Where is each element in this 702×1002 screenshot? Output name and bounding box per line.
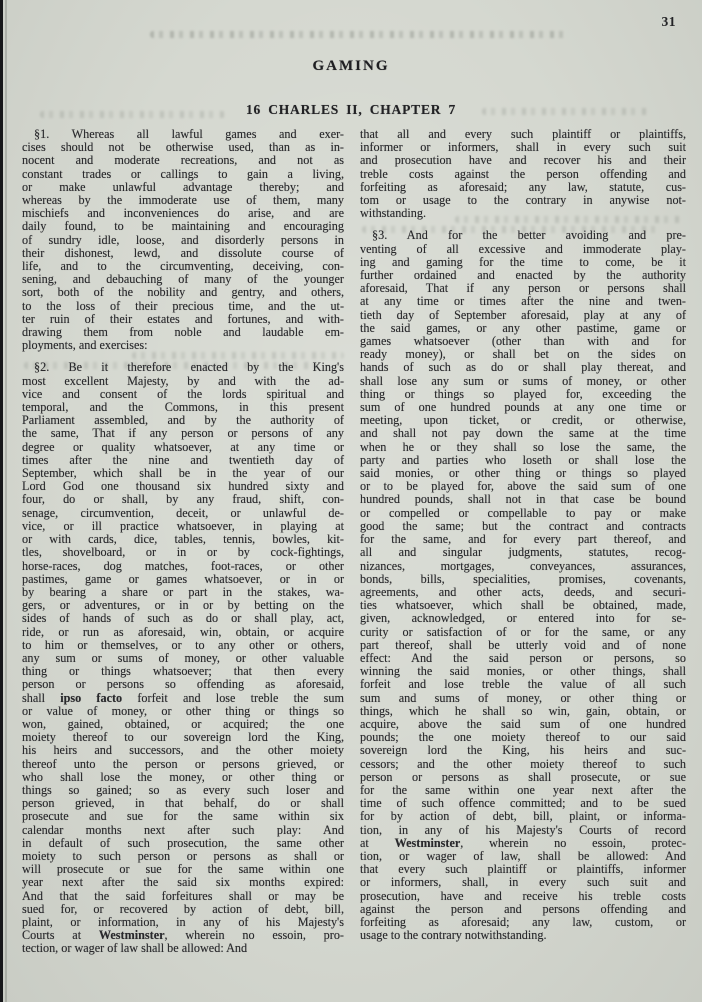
text-line: venting of all excessive and immoderate play-: [360, 241, 686, 256]
text-line: year next after the said six months expired:: [22, 875, 344, 890]
text-line: or informers, shall, in every such suit and: [360, 875, 686, 890]
text-line: cises should not be otherwise used, than as in-: [22, 140, 344, 155]
text-line: winning the said monies, or other things, shall: [360, 664, 686, 679]
text-line: ready money), or shall bet on the sides on: [360, 347, 686, 362]
text-line: tion, in any of his Majesty's Courts of record: [360, 822, 686, 837]
text-line: who shall lose the money, or other thing or: [22, 769, 344, 784]
text-line: person or persons so offending as aforesaid,: [22, 677, 344, 692]
text-line: time of such offence committed; and to be sued: [360, 796, 686, 811]
text-line: when he or they shall so lose the same, the: [360, 439, 686, 454]
text-line: Courts at Westminster, wherein no essoin, pro-: [22, 928, 344, 943]
text-line: cessors; and the other moiety thereof to such: [360, 756, 686, 771]
statute-paragraph: [360, 229, 686, 942]
text-column-left: [22, 128, 344, 956]
text-line: nizances, mortgages, conveyances, assurances,: [360, 558, 686, 573]
text-line: temporal, and the Commons, in this present: [22, 400, 344, 415]
text-line: agreements, and other acts, deeds, and securi-: [360, 584, 686, 599]
text-line: calendar months next after such play: And: [22, 822, 344, 837]
text-line: of sundry idle, loose, and disorderly persons in: [22, 232, 344, 247]
text-line: their dishonest, lewd, and dissolute course of: [22, 245, 344, 260]
text-line: ter ruin of their estates and fortunes, and with-: [22, 311, 344, 326]
chapter-heading: 16 CHARLES II, CHAPTER 7: [245, 102, 457, 117]
text-line: tion, or wager of law, shall be allowed: And: [360, 848, 686, 863]
text-line: thereof unto the person or persons grieved, or: [22, 756, 344, 771]
text-line: ride, or run as aforesaid, win, obtain, or acquire: [22, 624, 344, 639]
text-line: treble costs against the person offending and: [360, 166, 686, 181]
text-line: said monies, or other thing or things so played: [360, 466, 686, 481]
text-line: life, and to the circumventing, deceiving, con-: [22, 259, 344, 274]
text-line: sort, both of the nobility and gentry, and others,: [22, 285, 344, 300]
text-line: will prosecute or sue for the same within one: [22, 862, 344, 877]
text-line: sued for, or recovered by action of debt, bill,: [22, 901, 344, 916]
text-line: tles, shovelboard, or in or by cock-fightings,: [22, 545, 344, 560]
text-column-right: [360, 128, 686, 942]
text-line: good the same; but the contract and contracts: [360, 518, 686, 533]
text-line: to him or themselves, or to any other or others,: [22, 637, 344, 652]
text-line: plaint, or information, in any of his Majesty's: [22, 914, 344, 929]
text-line: the same, That if any person or persons of any: [22, 426, 344, 441]
text-line: that every such plaintiff or plaintiffs, informer: [360, 862, 686, 877]
text-line: at Westminster, wherein no essoin, protec-: [360, 835, 687, 850]
scan-edge-shadow: [5, 0, 7, 1002]
text-line: aforesaid, That if any person or persons shall: [360, 281, 686, 296]
text-line: meeting, upon ticket, or credit, or otherwise,: [360, 413, 686, 428]
text-line: party and parties who loseth or shall lose the: [360, 452, 686, 467]
text-line: in default of such prosecution, the same other: [22, 835, 344, 850]
text-line: all and singular judgments, statutes, recog-: [360, 545, 686, 560]
text-line: forfeiting as aforesaid; any law, custom, or: [360, 914, 686, 929]
text-line: horse-races, dog matches, foot-races, or other: [22, 558, 344, 573]
text-line: §2. Be it therefore enacted by the King's: [34, 360, 344, 375]
text-line: sides of hands of such as do or shall play, act,: [22, 611, 344, 626]
statute-body: [22, 128, 686, 956]
text-line: tieth day of September aforesaid, play at any of: [360, 307, 686, 322]
text-line: tection, or wager of law shall be allowed: And: [22, 941, 248, 956]
text-line: mischiefs and inconveniences do arise, and are: [22, 206, 344, 221]
text-line: and prosecution have and recover his and their: [360, 153, 686, 168]
text-line: ing and gaming for the time to come, be it: [360, 254, 686, 269]
text-line: sovereign lord the King, his heirs and suc-: [360, 743, 686, 758]
text-line: acquire, above the said sum of one hundred: [360, 716, 686, 731]
text-line: withstanding.: [360, 206, 427, 221]
text-line: degree or quality whatsoever, at any time or: [22, 439, 344, 454]
text-line: hundred pounds, shall not in that case be bound: [360, 492, 686, 507]
text-line: pounds; the one moiety thereof to our said: [360, 730, 686, 745]
text-line: for by action of debt, bill, plaint, or informa-: [360, 809, 686, 824]
text-line: things, which he shall so win, gain, obtain, or: [360, 703, 686, 718]
text-line: usage to the contrary notwithstanding.: [360, 928, 547, 943]
text-line: for the same, and for every part thereof, and: [360, 532, 686, 547]
text-line: whereas by the immoderate use of them, many: [22, 193, 344, 208]
text-line: to the loss of their precious time, and the ut-: [22, 298, 344, 313]
text-line: at any time or times after the nine and twen-: [360, 294, 686, 309]
statute-paragraph: [360, 128, 686, 220]
text-line: hands of such as do or shall play thereat, and: [360, 360, 686, 375]
text-line: or compelled or compellable to pay or make: [360, 505, 686, 520]
text-line: senage, circumvention, deceit, or unlawful de-: [22, 505, 344, 520]
text-line: prosecute and sue for the same within six: [22, 809, 344, 824]
text-line: moiety to such person or persons as shall or: [22, 848, 344, 863]
text-line: won, gained, obtained, or acquired; the one: [22, 716, 344, 731]
text-line: given, acknowledged, or entered into for se-: [360, 611, 686, 626]
statute-paragraph: [22, 361, 344, 955]
text-line: §3. And for the better avoiding and pre-: [372, 228, 686, 243]
text-line: ties whatsoever, which shall be obtained, made,: [360, 598, 686, 613]
text-line: four, do or shall, by any fraud, shift, con-: [22, 492, 344, 507]
text-line: and shall not pay down the same at the time: [360, 426, 686, 441]
text-line: person or persons as shall prosecute, or sue: [360, 769, 686, 784]
text-line: ployments, and exercises:: [22, 338, 148, 353]
statute-paragraph: [22, 128, 344, 352]
text-line: against the person and persons offending and: [360, 901, 686, 916]
text-line: And that the said forfeitures shall or may be: [22, 888, 344, 903]
text-line: gers, or adventures, or in or by betting on the: [22, 598, 344, 613]
text-line: thing or things so played for, exceeding the: [360, 386, 686, 401]
text-line: further ordained and enacted by the authority: [360, 268, 686, 283]
text-line: tom or usage to the contrary in anywise not-: [360, 193, 686, 208]
text-line: vice, or ill practice whatsoever, in playing at: [22, 518, 344, 533]
text-line: part thereof, shall be utterly void and of none: [360, 637, 686, 652]
text-line: that all and every such plaintiff or plaintiffs,: [360, 127, 686, 141]
text-line: curity or satisfaction of or for the same, or any: [360, 624, 686, 639]
text-line: §1. Whereas all lawful games and exer-: [34, 127, 344, 141]
text-line: the said games, or any other pastime, game or: [360, 320, 686, 335]
scan-edge-line: [0, 0, 3, 1002]
text-line: any sum or sums of money, or other valuable: [22, 650, 344, 665]
text-line: sum and sums of money, or other thing or: [360, 690, 686, 705]
page-title: GAMING: [312, 58, 390, 74]
text-line: Parliament assembled, and by the authority of: [22, 413, 344, 428]
text-line: by bearing a share or part in the stakes, wa-: [22, 584, 344, 599]
text-line: his heirs and successors, and the other moiety: [22, 743, 344, 758]
text-line: things so gained; so as every such loser and: [22, 782, 344, 797]
text-line: daily found, to be maintaining and encouraging: [22, 219, 344, 234]
text-line: September, which shall be in the year of our: [22, 466, 344, 481]
text-line: shall lose any sum or sums of money, or other: [360, 373, 686, 388]
text-line: thing or things whatsoever; that then every: [22, 664, 344, 679]
text-line: bonds, bills, specialities, promises, covenants,: [360, 571, 686, 586]
text-line: times after the nine and twentieth day of: [22, 452, 344, 467]
text-line: for the same within one year next after the: [360, 782, 686, 797]
text-line: forfeit and lose treble the value of all such: [360, 677, 686, 692]
text-line: or value of money, or other thing or things so: [22, 703, 344, 718]
text-line: forfeiting as aforesaid; any law, statute, cus-: [360, 179, 686, 194]
text-line: Lord God one thousand six hundred sixty and: [22, 479, 344, 494]
text-line: or make unlawful advantage thereby; and: [22, 179, 344, 194]
text-line: sening, and debauching of many of the younger: [22, 272, 344, 287]
text-line: most excellent Majesty, by and with the ad-: [22, 373, 344, 388]
text-line: sum of one hundred pounds at any one time or: [360, 400, 686, 415]
text-line: nocent and moderate recreations, and not as: [22, 153, 344, 168]
text-line: moiety thereof to our sovereign lord the King,: [22, 730, 344, 745]
text-line: pastimes, game or games whatsoever, or in or: [22, 571, 344, 586]
text-line: games whatsoever (other than with and for: [360, 334, 686, 349]
text-line: vice and consent of the lords spiritual and: [22, 386, 344, 401]
page-number: 31: [661, 14, 676, 29]
text-line: informer or informers, shall in every such suit: [360, 140, 686, 155]
text-line: or with cards, dice, tables, tennis, bowles, kit-: [22, 532, 344, 547]
text-line: person grieved, in that behalf, do or shall: [22, 796, 344, 811]
text-line: constant trades or callings to gain a living,: [22, 166, 344, 181]
ink-bleed-artifact: [150, 31, 570, 38]
text-line: drawing them from noble and laudable em-: [22, 325, 344, 340]
text-line: shall ipso facto forfeit and lose treble the sum: [22, 690, 344, 705]
text-line: prosecution, have and receive his treble costs: [360, 888, 686, 903]
text-line: effect: And the said person or persons, so: [360, 650, 686, 665]
text-line: or to be played for, above the said sum of one: [360, 479, 686, 494]
